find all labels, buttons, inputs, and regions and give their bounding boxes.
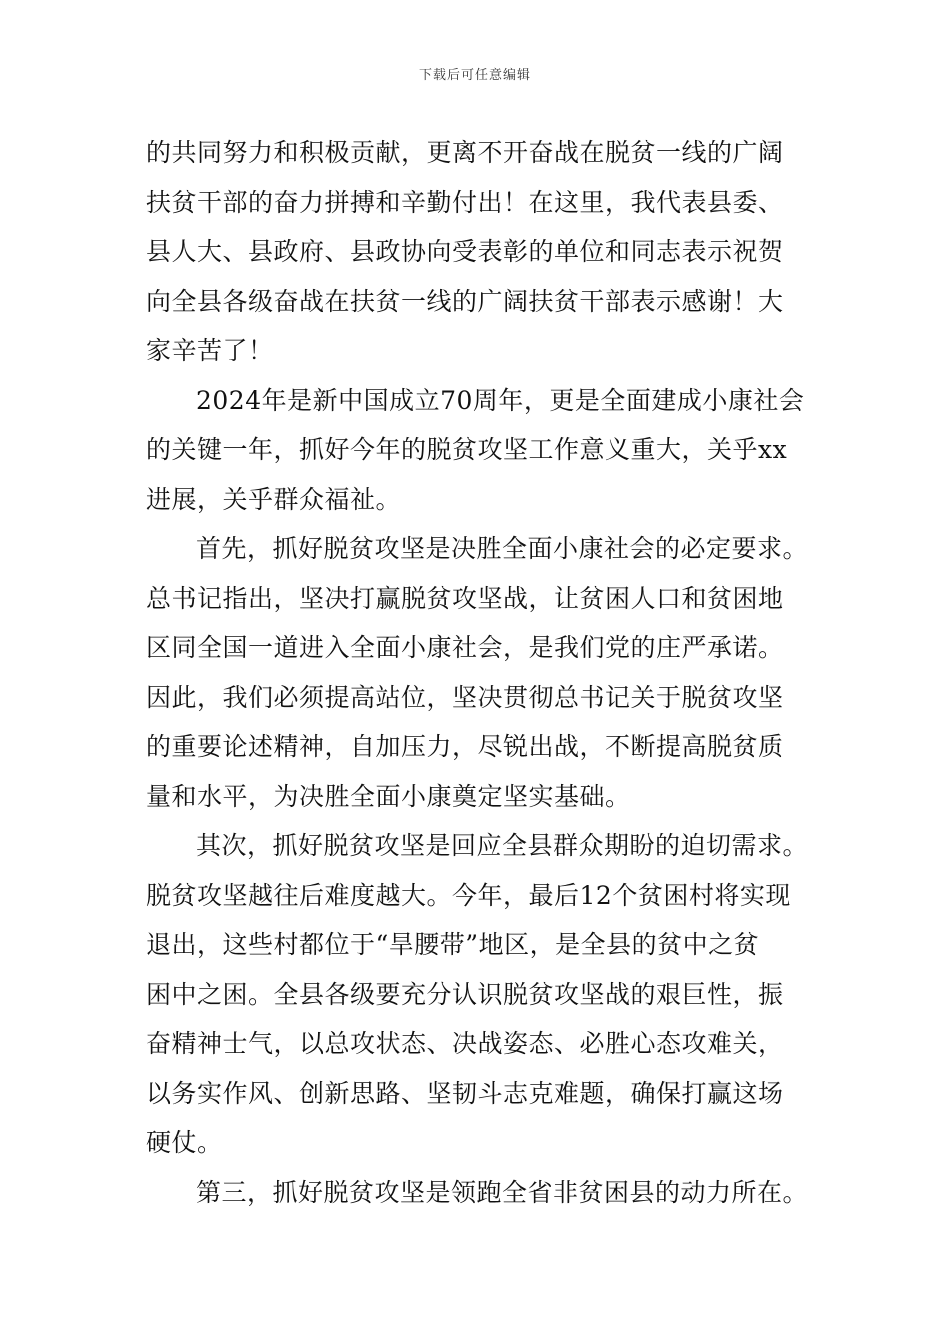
paragraph-first-line: 第三，抓好脱贫攻坚是领跑全省非贫困县的动力所在。 [196, 1177, 809, 1207]
text-line: 脱贫攻坚越往后难度越大。今年，最后12个贫困村将实现 [146, 880, 791, 910]
text-line: 奋精神士气，以总攻状态、决战姿态、必胜心态攻难关， [146, 1029, 784, 1058]
text-line: 量和水平，为决胜全面小康奠定坚实基础。 [146, 781, 631, 811]
paragraph-first-line: 其次，抓好脱贫攻坚是回应全县群众期盼的迫切需求。 [196, 831, 809, 860]
text-line: 因此，我们必须提高站位，坚决贯彻总书记关于脱贫攻坚 [146, 682, 784, 712]
text-line: 困中之困。全县各级要充分认识脱贫攻坚战的艰巨性，振 [146, 979, 784, 1009]
text-line: 的共同努力和积极贡献，更离不开奋战在脱贫一线的广阔 [146, 138, 784, 167]
page-header: 下载后可任意编辑 [418, 68, 531, 83]
text-line: 的关键一年，抓好今年的脱贫攻坚工作意义重大，关乎xx [146, 435, 788, 464]
text-line: 以务实作风、创新思路、坚韧斗志克难题，确保打赢这场 [146, 1078, 784, 1108]
document-body [146, 128, 816, 1217]
text-line: 总书记指出，坚决打赢脱贫攻坚战，让贫困人口和贫困地 [146, 583, 784, 613]
text-line: 退出，这些村都位于“旱腰带”地区，是全县的贫中之贫 [146, 930, 760, 959]
text-line: 区同全国一道进入全面小康社会，是我们党的庄严承诺。 [146, 633, 784, 662]
text-line: 的重要论述精神，自加压力，尽锐出战，不断提高脱贫质 [146, 732, 784, 761]
paragraph-first-line: 首先，抓好脱贫攻坚是决胜全面小康社会的必定要求。 [196, 534, 809, 563]
text-line: 扶贫干部的奋力拼搏和辛勤付出！在这里，我代表县委、 [146, 187, 784, 217]
text-line: 家辛苦了！ [146, 336, 274, 365]
text-line: 硬仗。 [146, 1128, 223, 1157]
text-line: 进展，关乎群众福祉。 [146, 484, 402, 514]
text-line: 县人大、县政府、县政协向受表彰的单位和同志表示祝贺 [146, 237, 784, 266]
paragraph-first-line: 2024年是新中国成立70周年，更是全面建成小康社会 [196, 385, 805, 415]
text-line: 向全县各级奋战在扶贫一线的广阔扶贫干部表示感谢！大 [146, 286, 784, 316]
